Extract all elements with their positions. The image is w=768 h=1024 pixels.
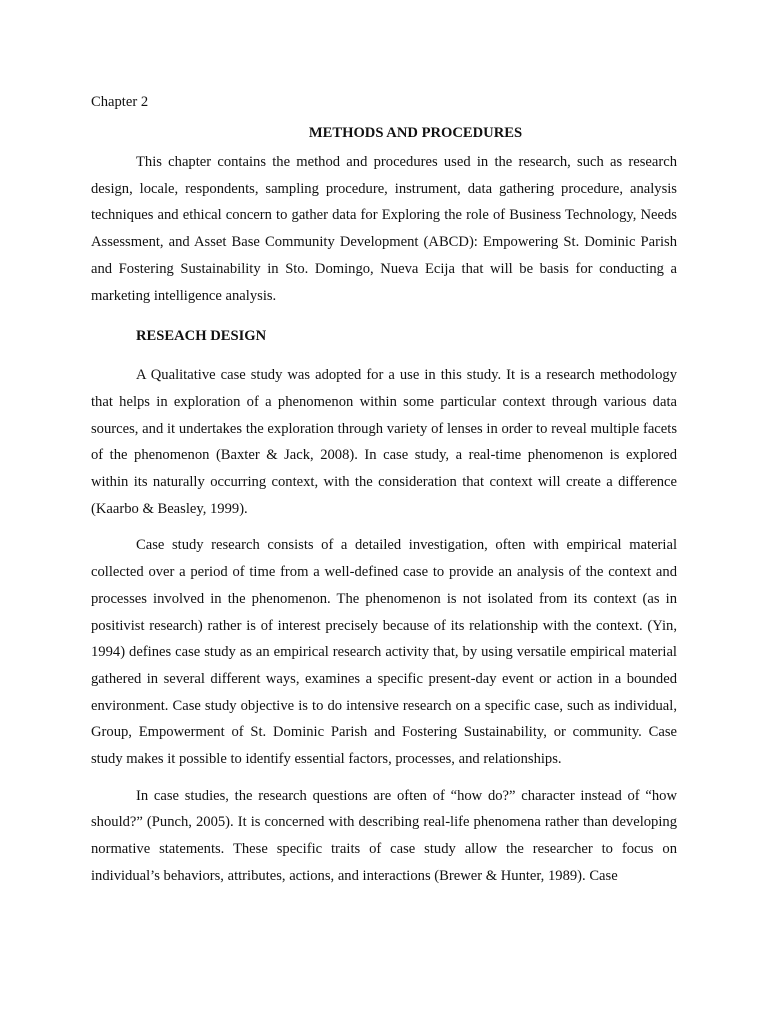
body-paragraph: In case studies, the research questions are often of “how do?” character instead of “how should?” (Punch, 2005). It is concerned with describing real-life phenomena rather than developing normative statements. These specific traits of case study allow the researcher to focus on individual’s behaviors, attributes, actions, and interactions (Brewer & Hunter, 1989). Case <box>91 787 677 884</box>
chapter-label: Chapter 2 <box>91 94 149 110</box>
section-heading: RESEACH DESIGN <box>136 328 267 345</box>
intro-paragraph: This chapter contains the method and procedures used in the research, such as research design, locale, respondents, sampling procedure, instrument, data gathering procedure, analysis techniques and ethical concern to gather data for Exploring the role of Business Technology, Needs Assessment, and Asset Base Community Development (ABCD): Empowering St. Dominic Parish and Fostering Sustainability in Sto. Domingo, Nueva Ecija that will be basis for conducting a marketing intelligence analysis. <box>91 154 677 304</box>
body-paragraph: A Qualitative case study was adopted for a use in this study. It is a research methodology that helps in exploration of a phenomenon within some particular context through various data sources, and it undertakes the exploration through variety of lenses in order to reveal multiple facets of the phenomenon (Baxter & Jack, 2008). In case study, a real-time phenomenon is explored within its naturally occurring context, with the consideration that context will create a difference (Kaarbo & Beasley, 1999). <box>91 367 677 517</box>
document-page <box>91 92 677 900</box>
body-paragraph: Case study research consists of a detailed investigation, often with empirical material collected over a period of time from a well-defined case to provide an analysis of the context and processes involved in the phenomenon. The phenomenon is not isolated from its context (as in positivist research) rather is of interest precisely because of its relationship with the context. (Yin, 1994) defines case study as an empirical research activity that, by using versatile empirical material gathered in several different ways, examines a specific present-day event or action in a bounded environment. Case study objective is to do intensive research on a specific case, such as individual, Group, Empowerment of St. Dominic Parish and Fostering Sustainability, or community. Case study makes it possible to identify essential factors, processes, and relationships. <box>91 537 677 768</box>
page-title: METHODS AND PROCEDURES <box>308 125 523 141</box>
